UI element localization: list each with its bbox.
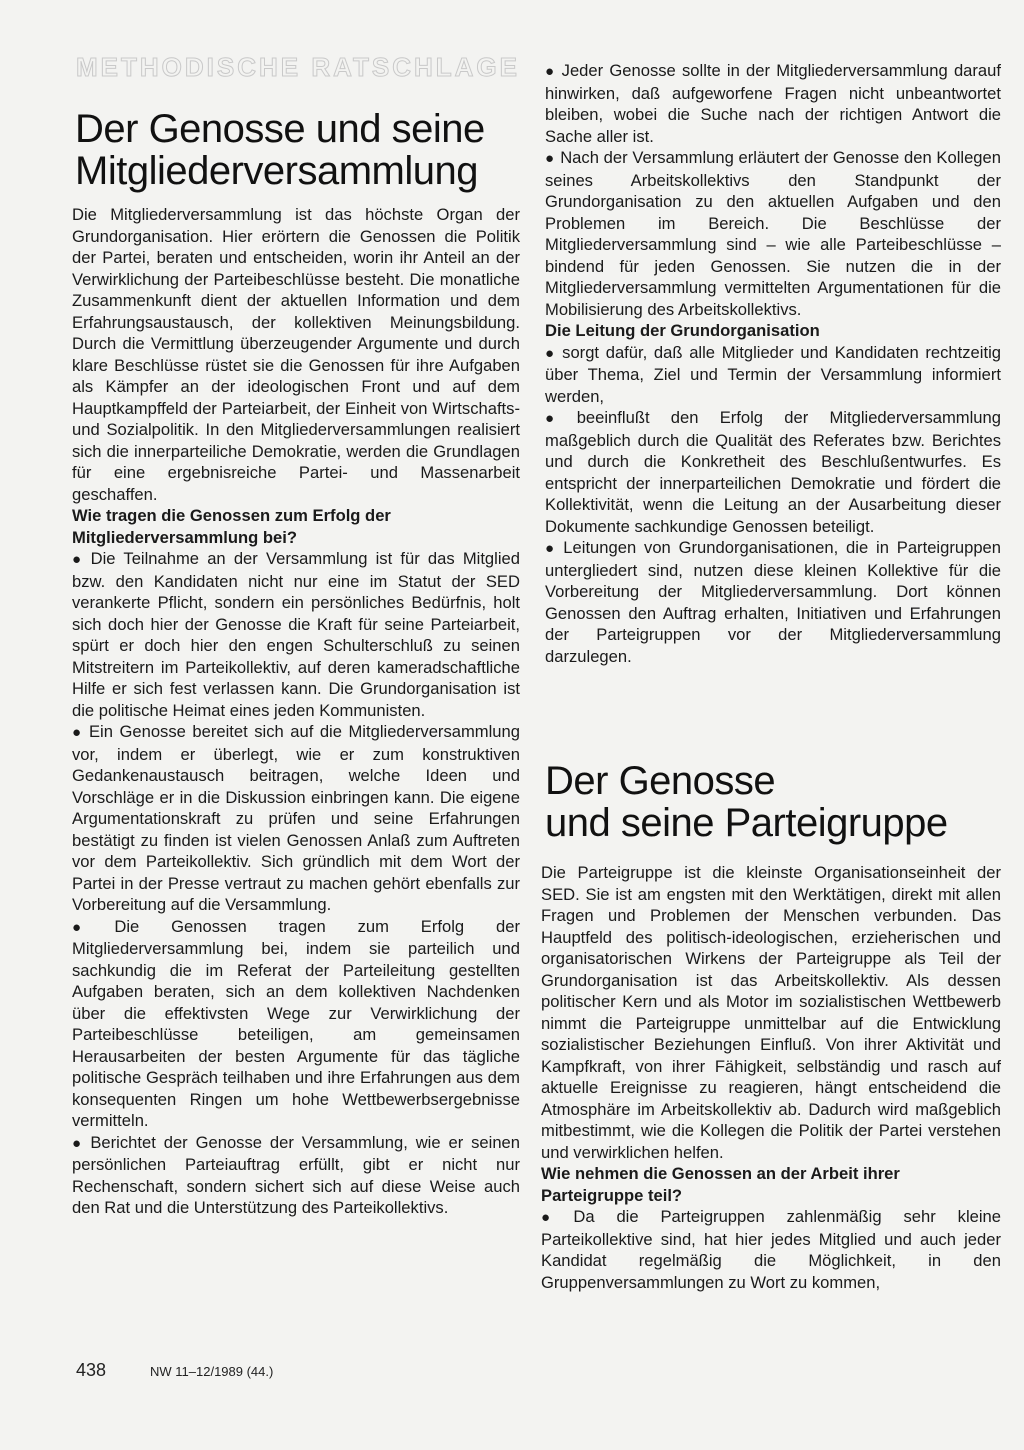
bullet-icon: ● [72,724,83,741]
bullet-paragraph: ● Ein Genosse bereitet sich auf die Mitgliederversammlung vor, indem er überlegt, wie er zum konstruktiven Gedankenaustausch beitragen, welche Ideen und Vorschläge er in die Diskussion einbringen kann. Die eigene Argumentationskraft zu prüfen und seine Erfahrungen bestätigt zu finden ist vielen Genossen Anlaß zum Auftreten vor dem Parteikollektiv. Sich gründlich mit dem Wort der Partei in der Presse vertraut zu machen gehört ebenfalls zur Vorbereitung auf die Versammlung. [72,722,520,914]
bullet-icon: ● [545,150,555,167]
bullet-icon: ● [72,918,109,936]
bullet-paragraph: ● Da die Parteigruppen zahlenmäßig sehr kleine Parteikollektive sind, hat hier jedes Mitglied und auch jeder Kandidat regelmäßig die Möglichkeit, in den Gruppenversammlungen zu Wort zu kommen, [541,1207,1002,1292]
page-number: 438 [76,1360,107,1380]
bullet-icon: ● [72,1134,85,1152]
bullet-icon: ● [72,551,85,568]
issue-reference: NW 11–12/1989 (44.) [150,1364,274,1379]
article2-title [545,760,995,844]
bullet-icon: ● [545,63,556,80]
bullet-paragraph: ● Leitungen von Grundorganisationen, die in Parteigruppen untergliedert sind, nutzen diese kleinen Kollektive für die Vorbereitung der Mitgliederversammlung. Dort können Genossen den Auftrag erhalten, Initiativen und Erfahrungen der Parteigruppen vor der Mitgliederversammlung darzulegen. [545,538,1002,666]
article1-intro: Die Mitgliederversammlung ist das höchste Organ der Grundorganisation. Hier erörtern die Genossen die Politik der Partei, beraten und entscheiden, worin ihr Anteil an der Verwirklichung der Parteibeschlüsse besteht. Die monatliche Zusammenkunft dient der aktuellen Information und dem Erfahrungsaustausch, der kollektiven Meinungsbildung. Durch die Vermittlung überzeugender Argumente und durch klare Beschlüsse rüstet sie die Genossen für ihre Aufgaben als Kämpfer an der ideologischen Front und auf dem Hauptkampffeld der Parteiarbeit, der Einheit von Wirtschafts- und Sozialpolitik. In den Mitgliederversammlungen realisiert sich die innerparteiliche Demokratie, werden die Grundlagen für eine ergebnisreiche Partei- und Massenarbeit geschaffen. [72,205,520,504]
article2-intro: Die Parteigruppe ist die kleinste Organisationseinheit der SED. Sie ist am engsten mit den Werktätigen, direkt mit allen Fragen und Problemen der Menschen verbunden. Das Hauptfeld des politisch-ideologischen, erzieherischen und organisatorischen Wirkens der Parteigruppe als Teil der Grundorganisation ist das Arbeitskollektiv. Als dessen politischer Kern und als Motor im sozialistischen Wettbewerb nimmt die Parteigruppe unmittelbar auf die Entwicklung sozialistischer Beziehungen Einfluß. Von ihrer Aktivität und Kampfkraft, von ihrer Fähigkeit, selbständig und rasch auf aktuelle Ereignisse zu reagieren, hängt entscheidend die Atmosphäre im Arbeitskollektiv ab. Dadurch wird maßgeblich mitbestimmt, wie die Kollegen die Politik der Partei verstehen und verwirklichen helfen. [541,863,1001,1162]
bullet-paragraph: ● Berichtet der Genosse der Versammlung, wie er seinen persönlichen Parteiauftrag erfüllt, gibt er nicht nur Rechenschaft, sondern sichert sich auf diese Weise auch den Rat und die Unterstützung des Parteikollektivs. [72,1132,521,1217]
article1-question1: Wie tragen die Genossen zum Erfolg der Mitgliederversammlung bei? [72,506,391,547]
article2-title-line1: Der Genosse [545,759,776,803]
article1-title-line1: Der Genosse und seine [75,107,485,151]
article2-question: Wie nehmen die Genossen an der Arbeit ihrer Parteigruppe teil? [541,1164,900,1205]
bullet-paragraph: ● sorgt dafür, daß alle Mitglieder und Kandidaten rechtzeitig über Thema, Ziel und Termin der Versammlung informiert werden, [545,342,1001,406]
bullet-paragraph: ● beeinflußt den Erfolg der Mitgliederversammlung maßgeblich durch die Qualität des Referates bzw. Berichtes und durch die Konkretheit des Beschlußentwurfes. Es entspricht der innerparteilichen Demokratie und fördert die Kollektivität, wenn die Leitung an der Ausarbeitung dieser Dokumente sachkundige Genossen beteiligt. [545,408,1001,536]
right-column-top [545,60,1001,667]
section-kicker: METHODISCHE RATSCHLAGE [76,52,520,82]
bullet-paragraph: ● Die Teilnahme an der Versammlung ist für das Mitglied bzw. den Kandidaten nicht nur eine im Statut der SED verankerte Pflicht, sondern ein persönliches Bedürfnis, holt sich doch hier der Genosse die Kraft für seine Parteiarbeit, spürt er doch hier den engen Schulterschluß zu seinen Mitstreitern im Parteikollektiv, auf deren kameradschaftliche Hilfe er sich fest verlassen kann. Die Grundorganisation ist die politische Heimat eines jeden Kommunisten. [72,549,520,720]
bullet-icon: ● [545,344,557,362]
article1-question2: Die Leitung der Grundorganisation [545,321,820,340]
bullet-icon: ● [545,540,558,557]
bullet-paragraph: ● Jeder Genosse sollte in der Mitgliederversammlung darauf hinwirken, daß aufgeworfene Fragen nicht unbeantwortet bleiben, wobei die Suche nach der richtigen Antwort die Sache aller ist. [545,61,1001,146]
bullet-paragraph: ● Nach der Versammlung erläutert der Genosse den Kollegen seines Arbeitskollektivs den Standpunkt der Grundorganisation zu den aktuellen Aufgaben und den Problemen im Bereich. Die Beschlüsse der Mitgliederversammlung sind – wie alle Parteibeschlüsse – bindend für jeden Genossen. Sie nutzen die in der Mitgliederversammlung vermittelten Argumentationen für die Mobilisierung des Arbeitskollektivs. [545,148,1001,319]
bullet-icon: ● [541,1209,568,1226]
article1-title [75,108,525,192]
right-column-bottom [541,862,1001,1293]
bullet-paragraph: ● Die Genossen tragen zum Erfolg der Mitgliederversammlung bei, indem sie parteilich und sachkundig die im Referat der Parteileitung gestellten Aufgaben beraten, sich an dem kollektiven Nachdenken über die effektivsten Wege zur Verwirklichung der Parteibeschlüsse beteiligen, am gemeinsamen Herausarbeiten der besten Argumente für das tägliche politische Gespräch teilhaben und ihre Erfahrungen aus dem konsequenten Ringen um hohe Wettbewerbsergebnisse vermitteln. [72,916,521,1130]
article1-title-line2: Mitgliederversammlung [75,149,478,193]
left-column [72,204,520,1219]
article2-title-line2: und seine Parteigruppe [545,801,948,845]
bullet-icon: ● [545,410,571,427]
